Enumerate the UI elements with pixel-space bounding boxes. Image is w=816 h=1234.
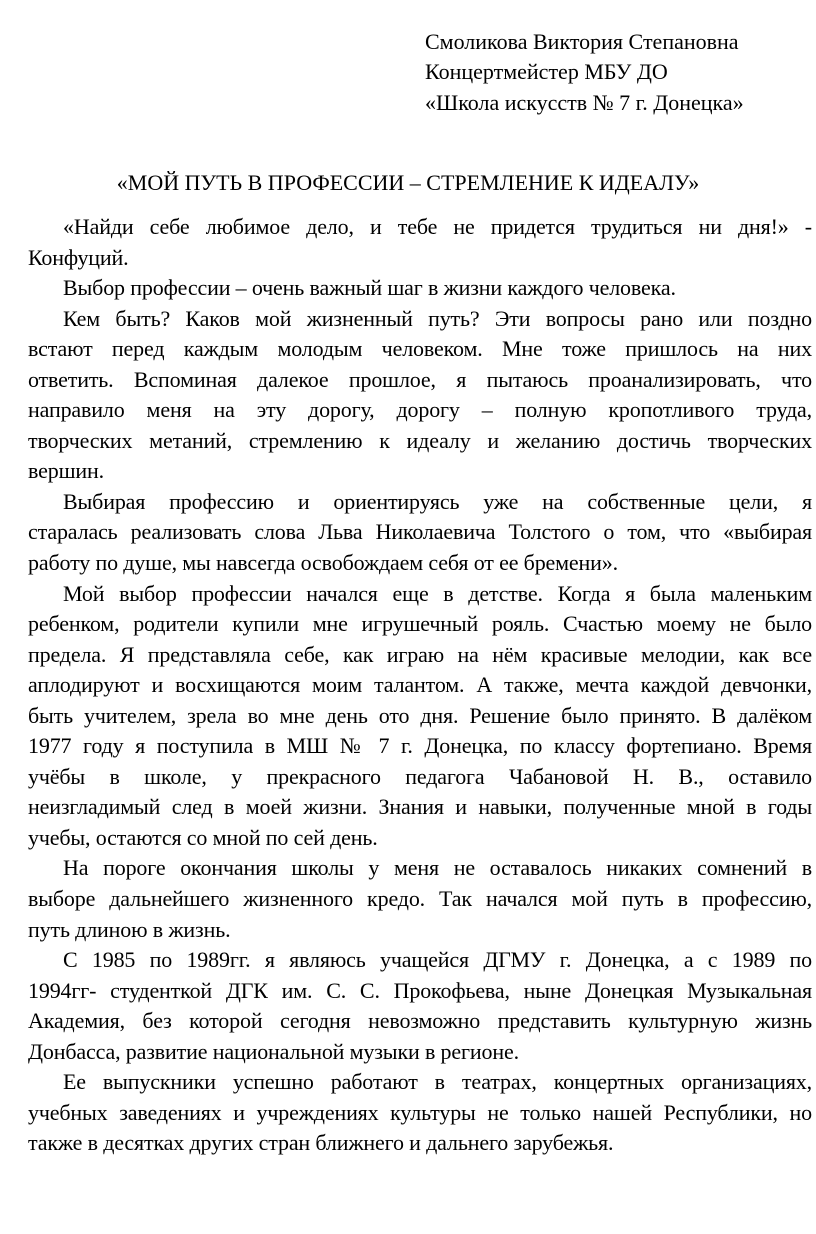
paragraph-line: вершин. xyxy=(28,458,104,484)
paragraph-line: направило меня на эту дорогу, дорогу – полную кропотливого труда, xyxy=(28,397,812,423)
author-position: Концертмейстер МБУ ДО xyxy=(425,59,668,85)
paragraph-line: Выбор профессии – очень важный шаг в жизни каждого человека. xyxy=(63,275,676,301)
paragraph-line: неизгладимый след в моей жизни. Знания и навыки, полученные мной в годы xyxy=(28,794,812,820)
paragraph-line: 1977 году я поступила в МШ № 7 г. Донецка, по классу фортепиано. Время xyxy=(28,733,812,759)
paragraph-line: учёбы в школе, у прекрасного педагога Чабановой Н. В., оставило xyxy=(28,763,812,789)
paragraph xyxy=(28,945,812,1067)
paragraph-line: С 1985 по 1989гг. я являюсь учащейся ДГМУ г. Донецка, а с 1989 по xyxy=(63,947,812,973)
paragraph-line: Мой выбор профессии начался еще в детстве. Когда я была маленьким xyxy=(63,580,812,606)
paragraph-line: работу по душе, мы навсегда освобождаем себя от ее бремени». xyxy=(28,550,618,576)
paragraph-line: «Найди себе любимое дело, и тебе не придется трудиться ни дня!» - xyxy=(63,214,812,239)
document-body xyxy=(28,212,812,1159)
paragraph xyxy=(28,487,812,579)
paragraph-line: Конфуций. xyxy=(28,244,129,270)
paragraph-line: учебных заведениях и учреждениях культуры не только нашей Республики, но xyxy=(28,1099,812,1125)
paragraph-line: старалась реализовать слова Льва Николаевича Толстого о том, что «выбирая xyxy=(28,519,812,545)
paragraph-line: Ее выпускники успешно работают в театрах, концертных организациях, xyxy=(63,1069,812,1095)
paragraph-line: Академия, без которой сегодня невозможно представить культурную жизнь xyxy=(28,1008,812,1034)
paragraph-line: аплодируют и восхищаются моим талантом. А также, мечта каждой девчонки, xyxy=(28,672,812,698)
paragraph-line: учебы, остаются со мной по сей день. xyxy=(28,824,378,850)
author-block xyxy=(425,27,744,118)
paragraph xyxy=(28,1067,812,1159)
paragraph-line: встают перед каждым молодым человеком. Мне тоже пришлось на них xyxy=(28,336,812,362)
paragraph-line: Донбасса, развитие национальной музыки в регионе. xyxy=(28,1038,519,1064)
paragraph xyxy=(28,579,812,854)
paragraph-line: 1994гг- студенткой ДГК им. С. С. Прокофьева, ныне Донецкая Музыкальная xyxy=(28,977,812,1003)
paragraph-line: творческих метаний, стремлению к идеалу и желанию достичь творческих xyxy=(28,427,812,453)
paragraph-line: Выбирая профессию и ориентируясь уже на собственные цели, я xyxy=(63,488,812,514)
paragraph-line: выборе дальнейшего жизненного кредо. Так начался мой путь в профессию, xyxy=(28,886,812,912)
paragraph xyxy=(28,304,812,487)
paragraph-line: также в десятках других стран ближнего и дальнего зарубежья. xyxy=(28,1130,614,1156)
paragraph xyxy=(28,853,812,945)
paragraph xyxy=(28,212,812,273)
paragraph-line: предела. Я представляла себе, как играю на нём красивые мелодии, как все xyxy=(28,641,812,667)
author-name: Смоликова Виктория Степановна xyxy=(425,29,739,54)
paragraph-line: На пороге окончания школы у меня не оставалось никаких сомнений в xyxy=(63,855,812,881)
paragraph-line: быть учителем, зрела во мне день ото дня. Решение было принято. В далёком xyxy=(28,702,812,728)
paragraph xyxy=(28,273,812,304)
paragraph-line: Кем быть? Каков мой жизненный путь? Эти вопросы рано или поздно xyxy=(63,305,812,331)
paragraph-line: ответить. Вспоминая далекое прошлое, я пытаюсь проанализировать, что xyxy=(28,366,812,392)
paragraph-line: ребенком, родители купили мне игрушечный рояль. Счастью моему не было xyxy=(28,611,812,637)
document-title: «МОЙ ПУТЬ В ПРОФЕССИИ – СТРЕМЛЕНИЕ К ИДЕАЛУ» xyxy=(116,170,700,195)
paragraph-line: путь длиною в жизнь. xyxy=(28,916,231,942)
author-school: «Школа искусств № 7 г. Донецка» xyxy=(425,89,744,115)
